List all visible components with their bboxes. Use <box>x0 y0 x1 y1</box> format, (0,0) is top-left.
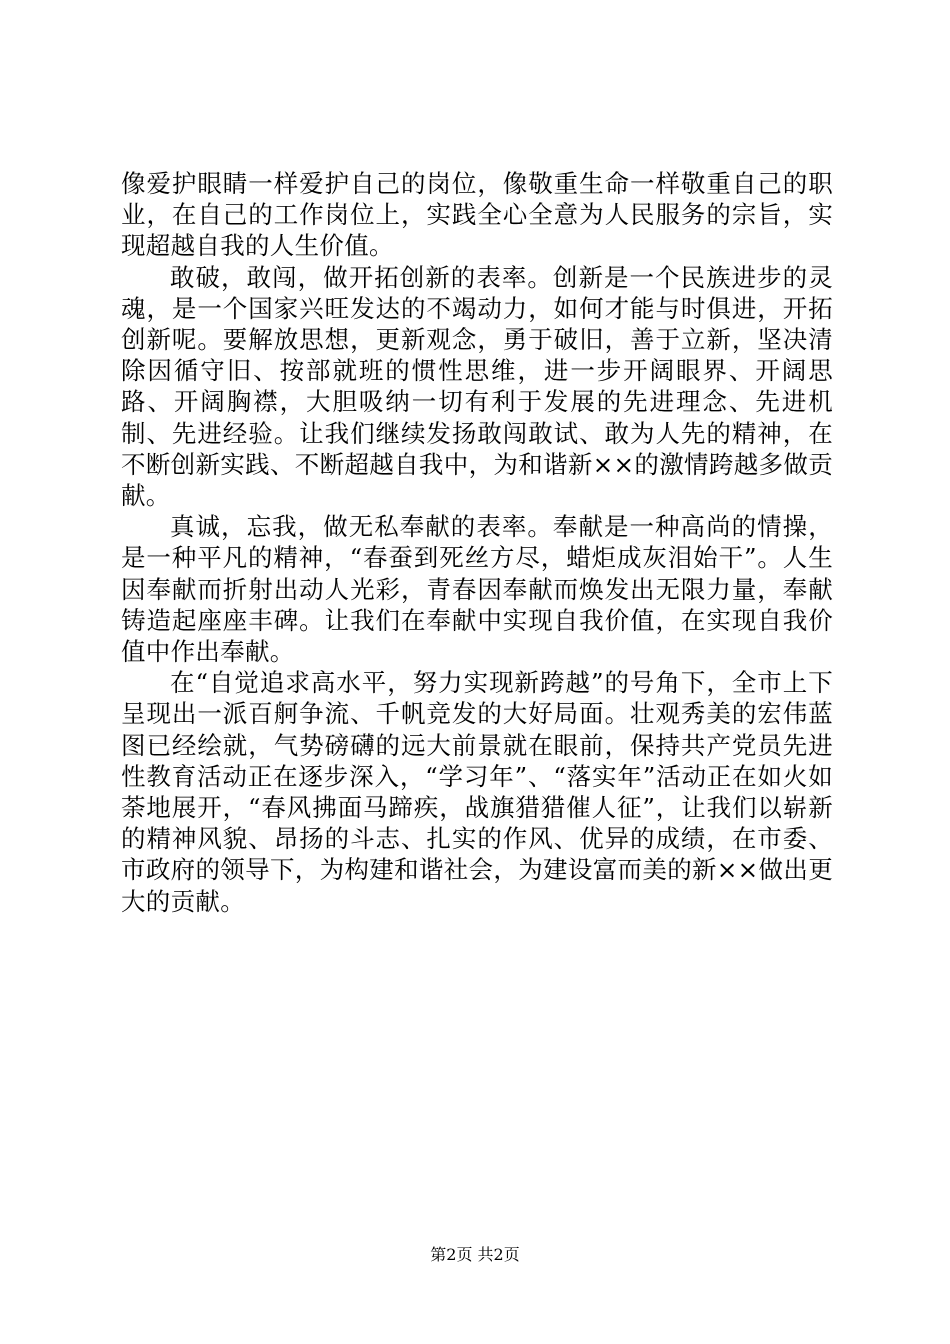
paragraph-4: 在“自觉追求高水平，努力实现新跨越”的号角下，全市上下呈现出一派百舸争流、千帆竞发的大好局面。壮观秀美的宏伟蓝图已经绘就，气势磅礴的远大前景就在眼前，保持共产党员先进性教育活动正在逐步深入，“学习年”、“落实年”活动正在如火如荼地展开，“春风拂面马蹄疾，战旗猎猎催人征”，让我们以崭新的精神风貌、昂扬的斗志、扎实的作风、优异的成绩，在市委、市政府的领导下，为构建和谐社会，为建设富而美的新××做出更大的贡献。 <box>121 668 833 916</box>
paragraph-2: 敢破，敢闯，做开拓创新的表率。创新是一个民族进步的灵魂，是一个国家兴旺发达的不竭动力，如何才能与时俱进，开拓创新呢。要解放思想，更新观念，勇于破旧，善于立新，坚决清除因循守旧、按部就班的惯性思维，进一步开阔眼界、开阔思路、开阔胸襟，大胆吸纳一切有利于发展的先进理念、先进机制、先进经验。让我们继续发扬敢闯敢试、敢为人先的精神，在不断创新实践、不断超越自我中，为和谐新××的激情跨越多做贡献。 <box>121 262 833 511</box>
paragraph-3: 真诚，忘我，做无私奉献的表率。奉献是一种高尚的情操，是一种平凡的精神，“春蚕到死丝方尽，蜡炬成灰泪始干”。人生因奉献而折射出动人光彩，青春因奉献而焕发出无限力量，奉献铸造起座座丰碑。让我们在奉献中实现自我价值，在实现自我价值中作出奉献。 <box>121 512 833 667</box>
paragraph-1: 像爱护眼睛一样爱护自己的岗位，像敬重生命一样敬重自己的职业，在自己的工作岗位上，实践全心全意为人民服务的宗旨，实现超越自我的人生价值。 <box>121 169 833 261</box>
document-body <box>121 168 833 917</box>
page-footer <box>0 1244 950 1266</box>
page-number-label: 第2页 共2页 <box>430 1245 520 1264</box>
